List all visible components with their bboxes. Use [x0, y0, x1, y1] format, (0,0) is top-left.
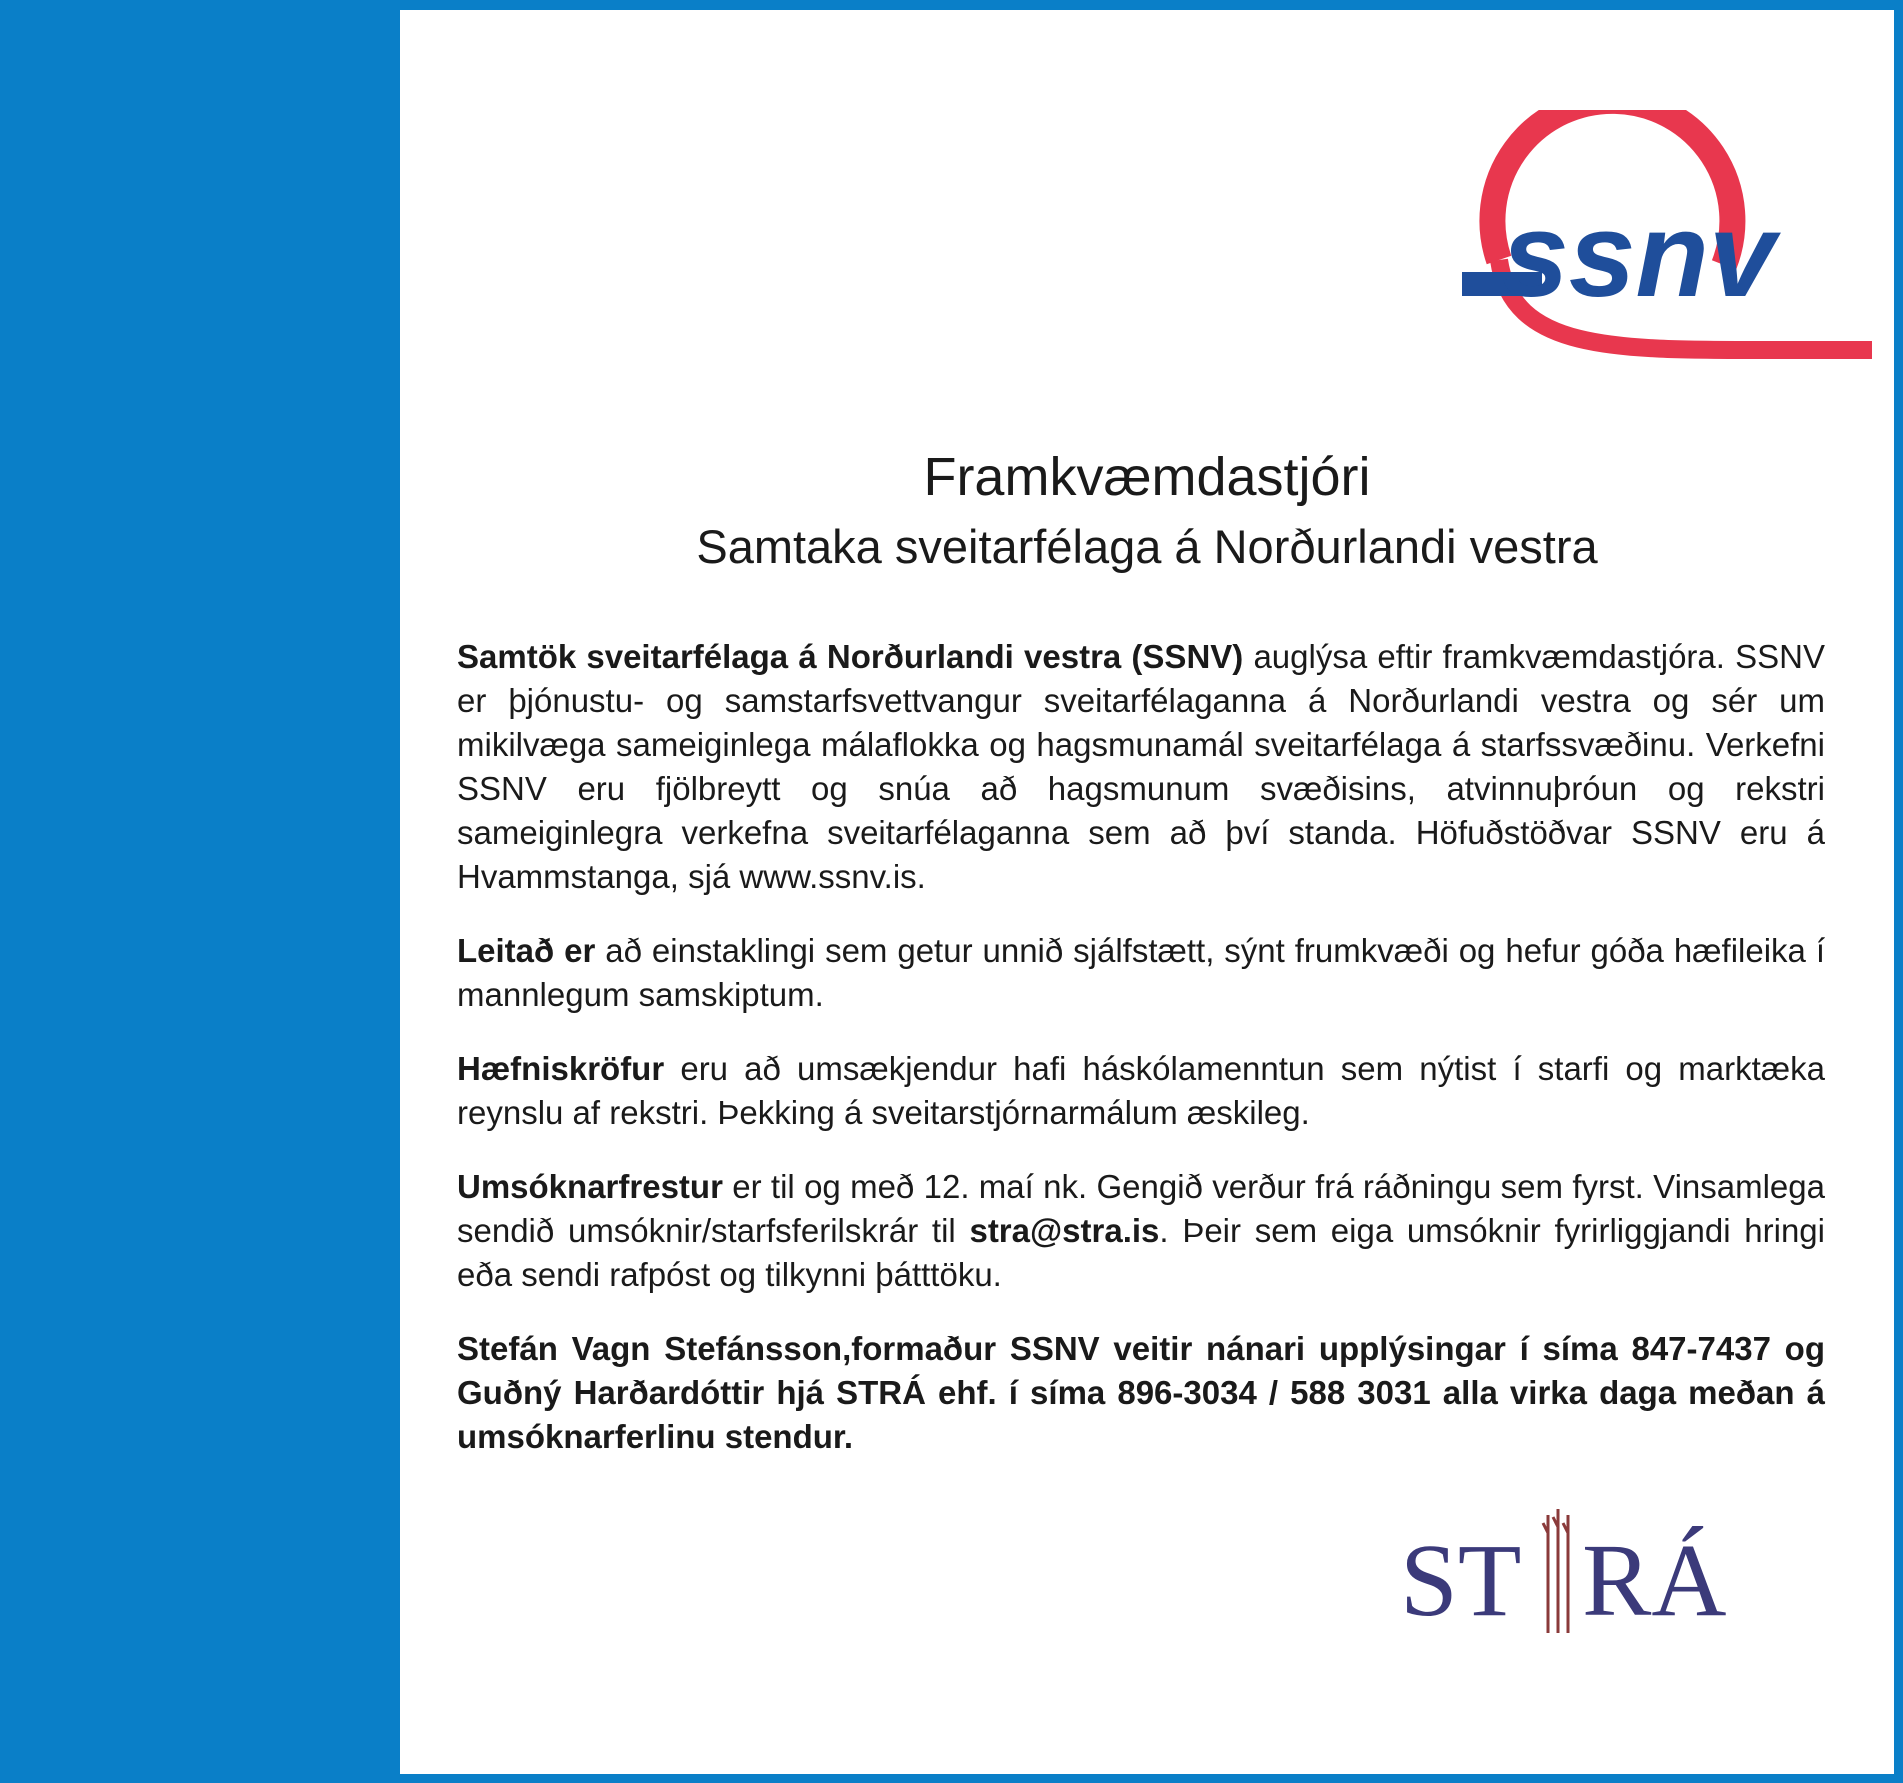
ssnv-logo-letters-ss: ssnv — [1502, 188, 1776, 322]
deadline-text-1: er til og með 12. maí nk. Gengið verður frá ráðningu sem fyrst. Vinsamlega sendið umsóknir/starfsferilskrár til — [457, 1168, 1825, 1249]
deadline-paragraph — [457, 1165, 1825, 1297]
page-title: Framkvæmdastjóri — [923, 447, 1371, 507]
requirements-paragraph — [457, 1047, 1825, 1135]
ad-body — [457, 635, 1825, 1489]
contact-paragraph: Stefán Vagn Stefánsson,formaður SSNV veitir nánari upplýsingar í síma 847-7437 og Guðný Harðardóttir hjá STRÁ ehf. í síma 896-3034 / 588 3031 alla virka daga meðan á umsóknarferlinu stendur. — [457, 1330, 1825, 1455]
ad-panel — [400, 10, 1894, 1774]
page-subtitle: Samtaka sveitarfélaga á Norðurlandi vestra — [696, 520, 1598, 573]
intro-paragraph — [457, 635, 1825, 899]
stra-logo-right: RÁ — [1582, 1523, 1727, 1635]
email-link[interactable]: stra@stra.is — [969, 1212, 1160, 1249]
search-text: að einstaklingi sem getur unnið sjálfstætt, sýnt frumkvæði og hefur góða hæfileika í mannlegum samskiptum. — [457, 932, 1825, 1013]
ssnv-logo — [1462, 110, 1882, 380]
search-paragraph — [457, 929, 1825, 1017]
search-lead: Leitað er — [457, 932, 596, 969]
intro-text: auglýsa eftir framkvæmdastjóra. SSNV er þjónustu- og samstarfsvettvangur sveitarfélaganna á Norðurlandi vestra og sér um mikilvæga sameiginlega málaflokka og hagsmunamál sveitarfélaga á starfssvæðinu. Verkefni SSNV eru fjölbreytt og snúa að hagsmunum svæðisins, atvinnuþróun og rekstri sameiginlegra verkefna sveitarfélaganna sem að því standa. Höfuðstöðvar SSNV eru á Hvammstanga, sjá www.ssnv.is. — [457, 638, 1825, 895]
stra-logo-left: ST — [1400, 1523, 1522, 1635]
requirements-text: eru að umsækjendur hafi háskólamenntun sem nýtist í starfi og marktæka reynslu af rekstri. Þekking á sveitarstjórnarmálum æskileg. — [457, 1050, 1825, 1131]
wheat-stalks-icon — [1543, 1509, 1568, 1633]
intro-lead: Samtök sveitarfélaga á Norðurlandi vestra (SSNV) — [457, 638, 1244, 675]
title-block — [400, 445, 1894, 577]
requirements-lead: Hæfniskröfur — [457, 1050, 665, 1087]
deadline-lead: Umsóknarfrestur — [457, 1168, 723, 1205]
deadline-text-2: . Þeir sem eiga umsóknir fyrirliggjandi hringi eða sendi rafpóst og tilkynni þátttöku. — [457, 1212, 1825, 1293]
stra-logo — [1400, 1505, 1780, 1635]
blue-sidebar — [0, 0, 400, 1783]
